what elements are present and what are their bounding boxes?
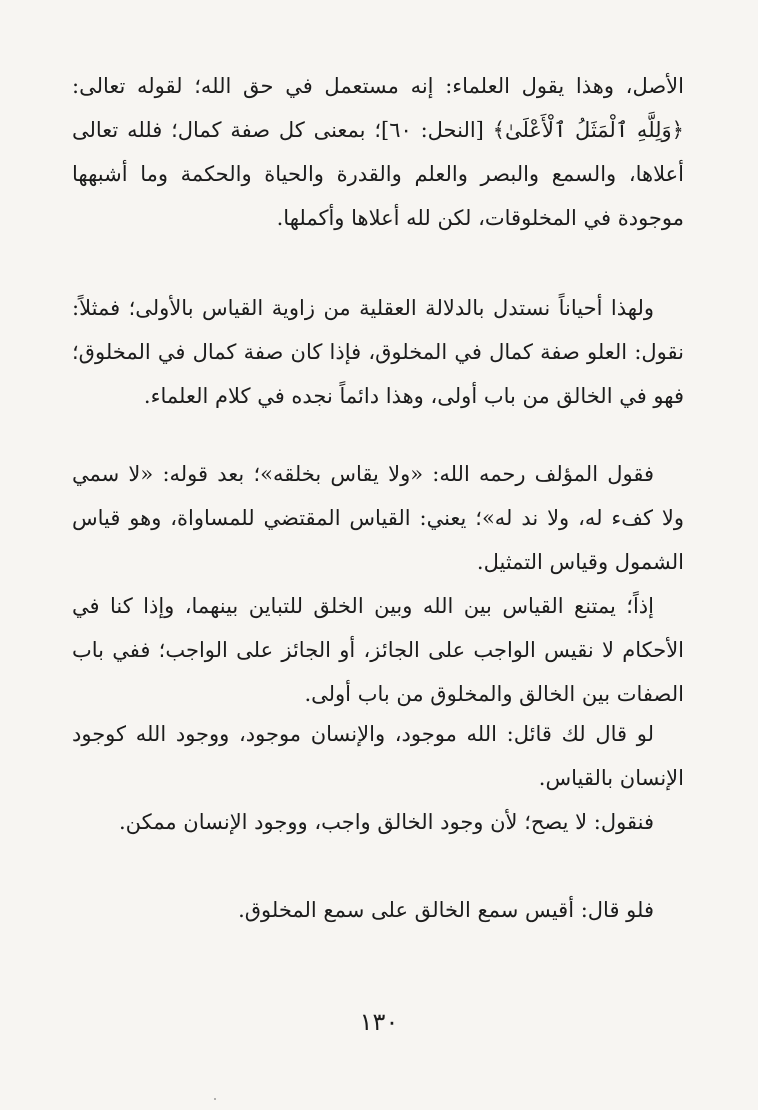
- page-number: ١٣٠: [359, 1008, 399, 1036]
- paragraph-5-text: لو قال لك قائل: الله موجود، والإنسان موجود، ووجود الله كوجود الإنسان بالقياس.: [72, 722, 684, 790]
- paragraph-6-text: فنقول: لا يصح؛ لأن وجود الخالق واجب، ووجود الإنسان ممكن.: [118, 810, 654, 834]
- paragraph-3: [72, 452, 684, 584]
- quran-verse: ﴿وَلِلَّهِ ٱلْمَثَلُ ٱلْأَعْلَىٰ﴾: [492, 118, 684, 142]
- paragraph-2: [72, 286, 684, 418]
- paragraph-6: [72, 800, 684, 844]
- paragraph-1-text: [72, 64, 684, 240]
- paragraph-1: [72, 64, 684, 240]
- paragraph-2-text: ولهذا أحياناً نستدل بالدلالة العقلية من زاوية القياس بالأولى؛ فمثلاً: نقول: العلو صفة كمال في المخلوق، فإذا كان صفة كمال في المخلوق؛ فهو في الخالق من باب أولى، وهذا دائماً نجده في كلام العلماء.: [72, 296, 684, 408]
- paragraph-4: [72, 584, 684, 716]
- paragraph-3-text: فقول المؤلف رحمه الله: «ولا يقاس بخلقه»؛ بعد قوله: «لا سمي ولا كفء له، ولا ند له»؛ يعني: القياس المقتضي للمساواة، وهو قياس الشمول وقياس التمثيل.: [72, 462, 684, 574]
- paragraph-5: [72, 712, 684, 800]
- paragraph-4-text: إذاً؛ يمتنع القياس بين الله وبين الخلق للتباين بينهما، وإذا كنا في الأحكام لا نقيس الواجب على الجائز، أو الجائز على الواجب؛ ففي باب الصفات بين الخالق والمخلوق من باب أولى.: [72, 594, 684, 706]
- paragraph-1-lead: الأصل، وهذا يقول العلماء: إنه مستعمل في حق الله؛ لقوله تعالى:: [72, 74, 684, 98]
- scan-speck: [214, 1098, 216, 1100]
- paragraph-1-rest: [النحل: ٦٠]؛ بمعنى كل صفة كمال؛ فلله تعالى أعلاها، والسمع والبصر والعلم والقدرة والحياة والحكمة وما أشبهها موجودة في المخلوقات، لكن لله أعلاها وأكملها.: [72, 118, 684, 230]
- paragraph-7: [72, 888, 684, 932]
- paragraph-7-text: فلو قال: أقيس سمع الخالق على سمع المخلوق.: [238, 898, 654, 922]
